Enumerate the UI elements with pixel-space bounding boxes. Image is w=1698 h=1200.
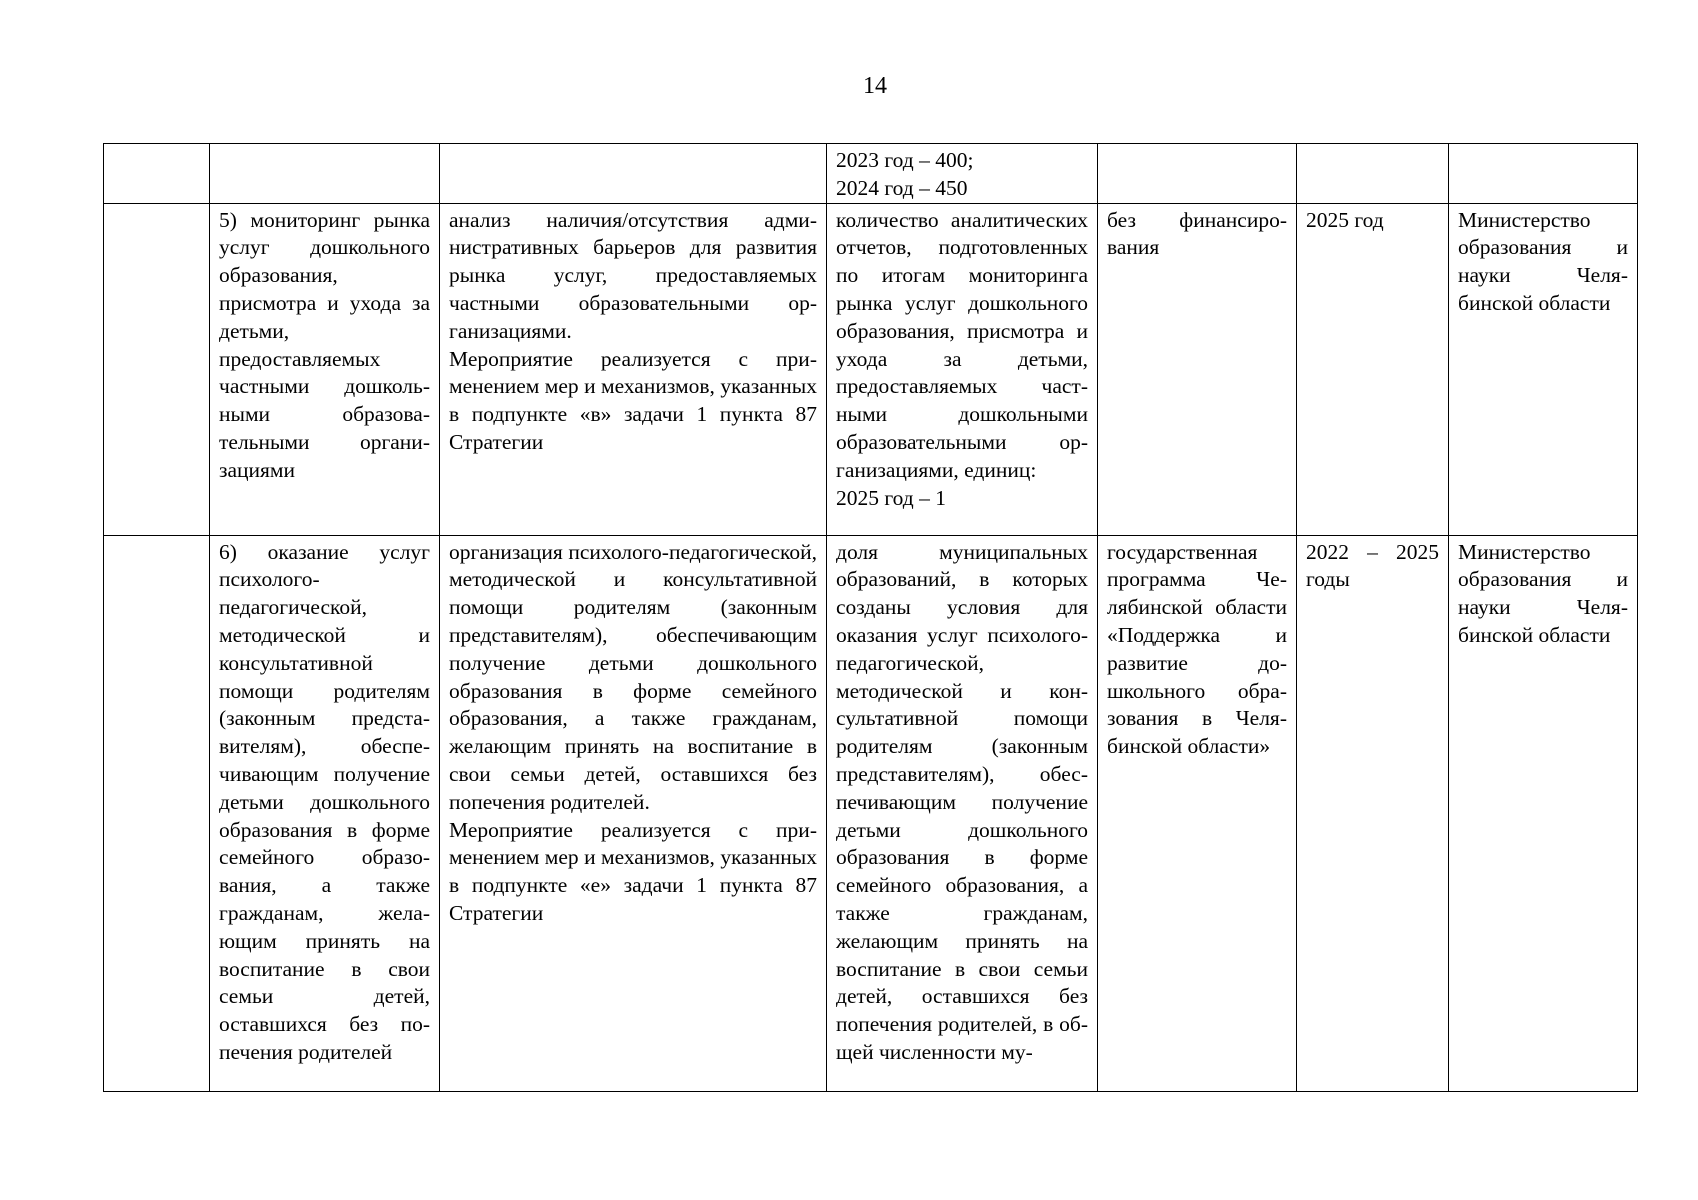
cell-funding	[1098, 144, 1297, 204]
cell-description	[440, 144, 827, 204]
cell-responsible: Министерство образования и науки Челябинской области	[1449, 203, 1638, 535]
description-paragraph: анализ наличия/отсутствия административных барьеров для развития рынка услуг, предоставляемых частными образовательными организациями.	[449, 207, 817, 343]
cell-measure	[210, 144, 440, 204]
cell-period	[1297, 144, 1449, 204]
cell-number	[104, 203, 210, 535]
cell-funding: без финансирования	[1098, 203, 1297, 535]
description-paragraph: Мероприятие реализуется с применением мер и механизмов, указанных в подпункте «в» задачи 1 пункта 87 Стратегии	[449, 346, 817, 454]
cell-indicator: доля муниципальных образований, в которых созданы условия для оказания услуг психолого-педагогической, методической и консультативной помощи родителям (законным представителям), обеспечивающим получение детьми дошкольного образования в форме семейного образования, а также гражданам, желающим принять на воспитание в свои семьи детей, оставшихся без попечения родителей, в общей численности му-	[827, 535, 1098, 1091]
measures-table	[103, 143, 1638, 1092]
cell-indicator	[827, 203, 1098, 535]
cell-period: 2025 год	[1297, 203, 1449, 535]
description-paragraph: Мероприятие реализуется с применением мер и механизмов, указанных в подпункте «е» задачи 1 пункта 87 Стратегии	[449, 817, 817, 925]
table-row	[104, 144, 1638, 204]
table-row	[104, 203, 1638, 535]
cell-description	[440, 535, 827, 1091]
cell-period: 2022 – 2025 годы	[1297, 535, 1449, 1091]
cell-number	[104, 535, 210, 1091]
table-row	[104, 535, 1638, 1091]
cell-number	[104, 144, 210, 204]
indicator-target: 2025 год – 1	[836, 485, 946, 510]
indicator-line: 2024 год – 450	[836, 175, 968, 200]
description-paragraph: организация психолого-педагогической, методической и консультативной помощи родителям (законным представителям), обеспечивающим получение детьми дошкольного образования в форме семейного образования, а также гражданам, желающим принять на воспитание в свои семьи детей, оставшихся без попечения родителей.	[449, 539, 817, 814]
cell-responsible	[1449, 144, 1638, 204]
indicator-line: 2023 год – 400;	[836, 148, 974, 172]
cell-measure: 6) оказание услуг психолого-педагогической, методической и консультативной помощи родителям (законным представителям), обеспечивающим получение детьми дошкольного образования в форме семейного образования, а также гражданам, желающим принять на воспитание в свои семьи детей, оставшихся без попечения родителей	[210, 535, 440, 1091]
cell-responsible: Министерство образования и науки Челябинской области	[1449, 535, 1638, 1091]
cell-measure: 5) мониторинг рынка услуг дошкольного образования, присмотра и ухода за детьми, предоставляемых частными дошкольными образовательными организациями	[210, 203, 440, 535]
page-number: 14	[863, 73, 887, 99]
cell-funding: государственная программа Челябинской области «Поддержка и развитие дошкольного образования в Челябинской области»	[1098, 535, 1297, 1091]
indicator-text: количество аналитических отчетов, подготовленных по итогам мониторинга рынка услуг дошкольного образования, присмотра и ухода за детьми, предоставляемых частными дошкольными образовательными организациями, единиц:	[836, 207, 1088, 482]
cell-description	[440, 203, 827, 535]
cell-indicator	[827, 144, 1098, 204]
